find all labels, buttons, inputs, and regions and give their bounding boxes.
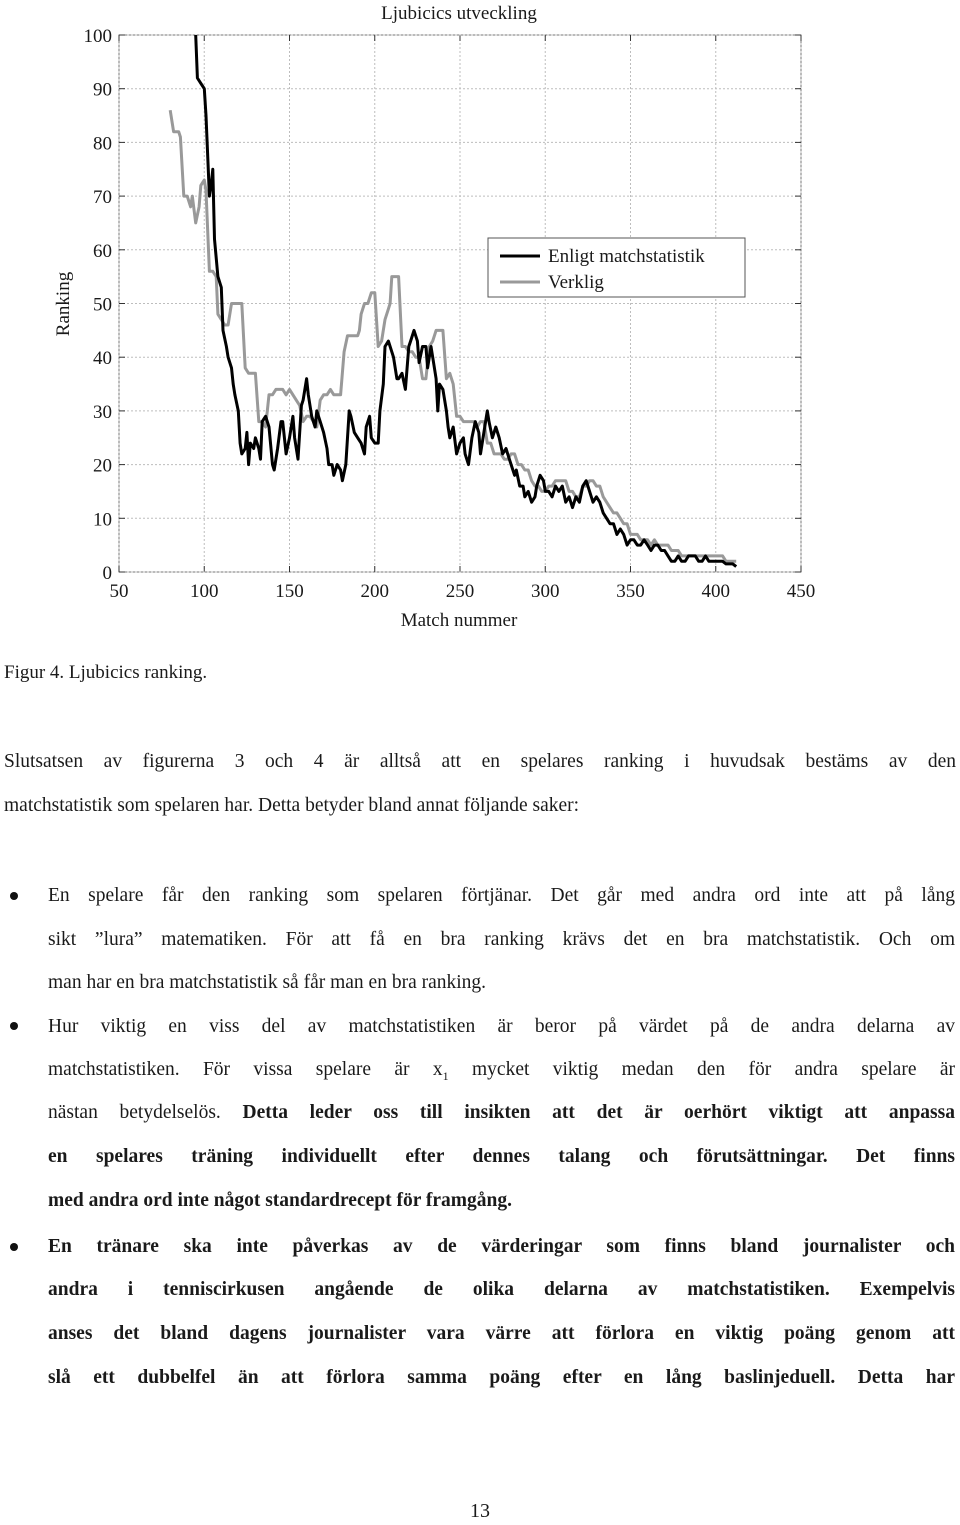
y-tick-label: 80	[93, 133, 112, 155]
y-tick-label: 0	[102, 563, 112, 584]
bullet-3-line: slå ett dubbelfel än att förlora samma poäng efter en lång baslinjeduell. Detta har	[48, 1367, 955, 1388]
legend-label-verklig: Verklig	[548, 272, 604, 293]
x-tick-label: 400	[701, 581, 730, 602]
y-tick-label: 60	[93, 240, 112, 262]
ranking-chart	[0, 0, 960, 640]
x-tick-label: 50	[109, 581, 129, 602]
x-tick-label: 200	[360, 581, 389, 602]
paragraph-line-1: Slutsatsen av figurerna 3 och 4 är alltså att en spelares ranking i huvudsak bestäms av den	[4, 751, 956, 772]
y-tick-label: 100	[83, 26, 112, 47]
bullet-1-line: En spelare får den ranking som spelaren förtjänar. Det går med andra ord inte att på lång	[48, 885, 955, 906]
bullet-3-line: anses det bland dagens journalister vara värre att förlora en viktig poäng genom att	[48, 1323, 955, 1344]
bullet-2-line3-bold: Detta leder oss till insikten att det är oerhört viktigt att anpassa	[242, 1102, 955, 1123]
chart-xlabel: Match nummer	[400, 610, 518, 631]
page-number: 13	[470, 1500, 490, 1522]
legend-label-matchstatistik: Enligt matchstatistik	[548, 246, 705, 267]
y-tick-label: 30	[93, 401, 112, 423]
bullet-2-line: en spelares träning individuellt efter dennes talang och förutsättningar. Det finns	[48, 1146, 955, 1167]
paragraph-line-2: matchstatistik som spelaren har. Detta betyder bland annat följande saker:	[4, 795, 580, 816]
y-tick-label: 70	[93, 187, 112, 209]
series-line-matchstatistik	[196, 35, 737, 567]
bullet-3-line: En tränare ska inte påverkas av de värderingar som finns bland journalister och	[48, 1236, 955, 1257]
x-tick-label: 350	[616, 581, 645, 602]
y-tick-label: 10	[93, 509, 112, 531]
chart-legend	[488, 238, 745, 297]
figure-caption: Figur 4. Ljubicics ranking.	[4, 662, 208, 683]
y-tick-label: 50	[93, 294, 112, 316]
x-tick-label: 300	[531, 581, 560, 602]
x-tick-label: 150	[275, 581, 304, 602]
chart-title: Ljubicics utveckling	[381, 3, 537, 24]
bullet-2-line: med andra ord inte något standardrecept för framgång.	[48, 1190, 513, 1211]
bullet-dot	[10, 1243, 18, 1251]
x-tick-label: 250	[445, 581, 475, 602]
series-line-verklig	[170, 110, 736, 561]
bullet-2-line3-normal: nästan betydelselös.	[48, 1102, 243, 1123]
bullet-dot	[10, 1022, 18, 1030]
chart-axis-ticks	[84, 26, 816, 602]
y-tick-label: 90	[93, 79, 112, 101]
y-tick-label: 40	[93, 348, 112, 370]
bullet-2-line	[48, 1091, 955, 1135]
bullet-1-line: sikt ”lura” matematiken. För att få en bra ranking krävs det en bra matchstatistik. Och om	[48, 929, 955, 950]
bullet-2-line2-a: matchstatistiken. För vissa spelare är x	[48, 1059, 443, 1080]
bullet-dot	[10, 892, 18, 900]
chart-series-layer	[170, 35, 736, 567]
bullet-3-line: andra i tenniscirkusen angående de olika delarna av matchstatistiken. Exempelvis	[48, 1279, 955, 1300]
bullet-2-line: Hur viktig en viss del av matchstatistiken är beror på värdet på de andra delarna av	[48, 1016, 955, 1037]
subscript: 1	[442, 1068, 449, 1083]
bullet-1-line: man har en bra matchstatistik så får man en bra ranking.	[48, 972, 487, 993]
y-tick-label: 20	[93, 455, 112, 477]
x-tick-label: 450	[786, 581, 816, 602]
chart-ylabel: Ranking	[53, 271, 74, 337]
bullet-2-line2-b: mycket viktig medan den för andra spelare är	[448, 1059, 956, 1080]
x-tick-label: 100	[190, 581, 219, 602]
